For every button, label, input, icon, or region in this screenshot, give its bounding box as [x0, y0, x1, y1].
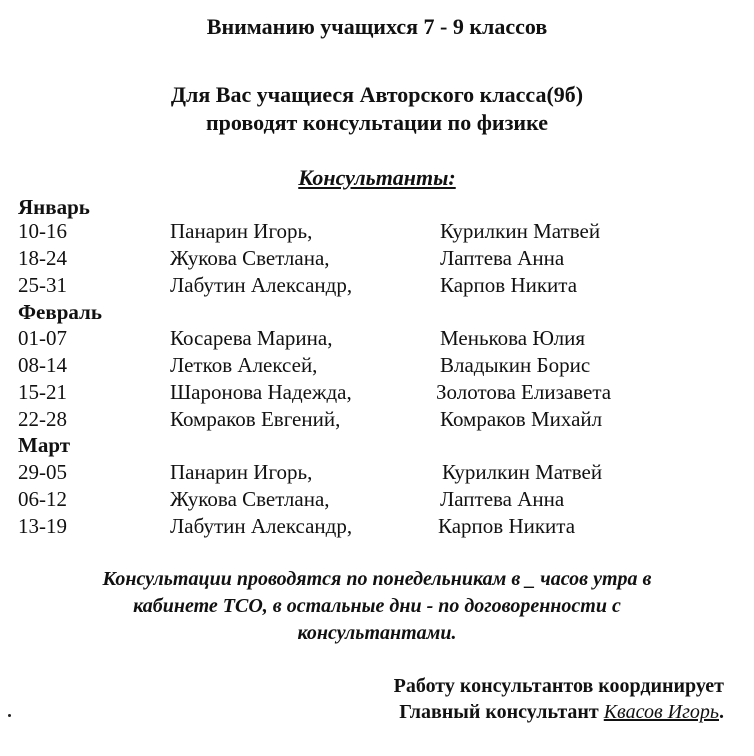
month-february: Февраль	[18, 300, 102, 324]
schedule-row	[0, 219, 754, 246]
coordinator-line-2	[399, 701, 724, 724]
schedule-row	[0, 326, 754, 353]
coordinator-line-1: Работу консультантов координирует	[393, 675, 724, 697]
date-range: 22-28	[18, 407, 67, 431]
schedule-row	[0, 487, 754, 514]
consultant-first: Жукова Светлана,	[170, 487, 330, 511]
consultant-second: Курилкин Матвей	[440, 219, 601, 243]
date-range: 29-05	[18, 460, 67, 484]
coordinator-suffix: .	[719, 701, 724, 723]
coordinator-prefix: Главный консультант	[399, 701, 604, 723]
consultant-first: Летков Алексей,	[170, 353, 318, 377]
consultant-first: Панарин Игорь,	[170, 219, 313, 243]
consultant-first: Жукова Светлана,	[170, 246, 330, 270]
scan-speck	[8, 714, 11, 717]
note-line-1: Консультации проводятся по понедельникам в _ часов утра в	[102, 568, 652, 590]
consultant-second: Менькова Юлия	[440, 326, 586, 350]
month-january: Январь	[18, 195, 90, 219]
schedule-row	[0, 514, 754, 541]
consultant-second: Карпов Никита	[438, 514, 576, 538]
consultant-second: Лаптева Анна	[440, 487, 565, 511]
consultants-heading: Консультанты:	[298, 165, 456, 190]
date-range: 01-07	[18, 326, 67, 350]
date-range: 18-24	[18, 246, 67, 270]
date-range: 13-19	[18, 514, 67, 538]
note-line-3: консультантами.	[297, 622, 457, 644]
subtitle-line-1: Для Вас учащиеся Авторского класса(9б)	[170, 82, 584, 107]
page-title: Вниманию учащихся 7 - 9 классов	[206, 14, 548, 39]
date-range: 10-16	[18, 219, 67, 243]
date-range: 08-14	[18, 353, 67, 377]
consultant-second: Золотова Елизавета	[436, 380, 612, 404]
consultant-second: Лаптева Анна	[440, 246, 565, 270]
date-range: 15-21	[18, 380, 67, 404]
schedule-row	[0, 380, 754, 407]
schedule-row	[0, 273, 754, 300]
schedule-row	[0, 407, 754, 434]
schedule-row	[0, 460, 754, 487]
coordinator-name: Квасов Игорь	[603, 701, 719, 723]
schedule-row	[0, 353, 754, 380]
consultant-first: Косарева Марина,	[170, 326, 333, 350]
consultant-second: Владыкин Борис	[440, 353, 591, 377]
note-line-2: кабинете ТСО, в остальные дни - по договоренности с	[133, 595, 621, 617]
month-march: Март	[18, 433, 71, 457]
subtitle-line-2: проводят консультации по физике	[205, 110, 548, 135]
consultant-first: Комраков Евгений,	[170, 407, 341, 431]
consultant-second: Карпов Никита	[440, 273, 578, 297]
consultant-first: Лабутин Александр,	[170, 273, 353, 297]
consultant-first: Шаронова Надежда,	[170, 380, 352, 404]
date-range: 06-12	[18, 487, 67, 511]
consultant-second: Комраков Михайл	[440, 407, 603, 431]
date-range: 25-31	[18, 273, 67, 297]
schedule-row	[0, 246, 754, 273]
consultant-first: Панарин Игорь,	[170, 460, 313, 484]
consultant-second: Курилкин Матвей	[442, 460, 603, 484]
consultant-first: Лабутин Александр,	[170, 514, 353, 538]
